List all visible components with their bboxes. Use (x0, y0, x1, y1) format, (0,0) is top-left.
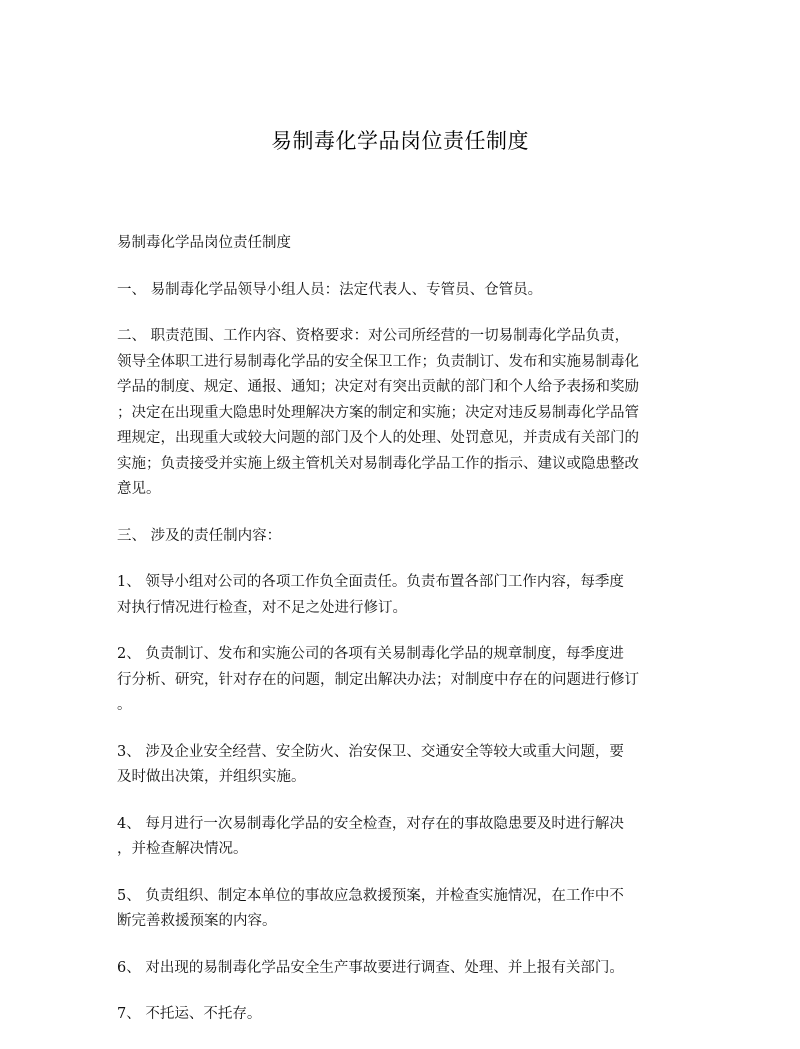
paragraph (117, 1002, 679, 1028)
paragraph (117, 324, 679, 503)
paragraph-line: 。 (117, 697, 132, 713)
paragraph-line: 1、 领导小组对公司的各项工作负全面责任。负责布置各部门工作内容，每季度 (117, 574, 624, 590)
paragraph-line: ，并检查解决情况。 (117, 841, 248, 857)
paragraph-line: 5、 负责组织、制定本单位的事故应急救援预案，并检查实施情况，在工作中不 (117, 887, 624, 904)
paragraph (117, 956, 679, 982)
paragraph-line: 实施；负责接受并实施上级主管机关对易制毒化学品工作的指示、建议或隐患整改 (117, 455, 639, 472)
paragraph-line: 一、 易制毒化学品领导小组人员：法定代表人、专管员、仓管员。 (117, 281, 543, 298)
paragraph-line: 及时做出决策，并组织实施。 (117, 769, 306, 785)
paragraph (117, 740, 679, 791)
paragraph (117, 570, 679, 621)
paragraph (117, 812, 679, 863)
paragraph-line: 三、 涉及的责任制内容： (117, 527, 282, 544)
paragraph-line: 易制毒化学品岗位责任制度 (117, 235, 291, 251)
paragraph-line: 3、 涉及企业安全经营、安全防火、治安保卫、交通安全等较大或重大问题，要 (117, 743, 624, 760)
paragraph (117, 884, 679, 935)
document-body (117, 231, 679, 1049)
paragraph-line: 学品的制度、规定、通报、通知；决定对有突出贡献的部门和个人给予表扬和奖励 (117, 379, 639, 395)
paragraph-line: 理规定，出现重大或较大问题的部门及个人的处理、处罚意见，并责成有关部门的 (117, 430, 639, 446)
paragraph-line: 领导全体职工进行易制毒化学品的安全保卫工作；负责制订、发布和实施易制毒化 (117, 353, 639, 370)
paragraph-line: 7、 不托运、不托存。 (117, 1006, 262, 1022)
paragraph-line: 意见。 (117, 481, 161, 497)
paragraph-line: 断完善救援预案的内容。 (117, 913, 277, 929)
paragraph (117, 524, 679, 550)
paragraph-line: 6、 对出现的易制毒化学品安全生产事故要进行调查、处理、并上报有关部门。 (117, 959, 624, 976)
paragraph-line: ；决定在出现重大隐患时处理解决方案的制定和实施；决定对违反易制毒化学品管 (117, 404, 639, 421)
paragraph-line: 二、 职责范围、工作内容、资格要求：对公司所经营的一切易制毒化学品负责， (117, 328, 630, 344)
paragraph (117, 278, 679, 304)
paragraph (117, 642, 679, 719)
paragraph (117, 231, 679, 257)
paragraph-line: 2、 负责制订、发布和实施公司的各项有关易制毒化学品的规章制度，每季度进 (117, 646, 624, 662)
paragraph-line: 对执行情况进行检查，对不足之处进行修订。 (117, 599, 407, 616)
paragraph-line: 行分析、研究，针对存在的问题，制定出解决办法；对制度中存在的问题进行修订 (117, 671, 639, 688)
paragraph-line: 4、 每月进行一次易制毒化学品的安全检查，对存在的事故隐患要及时进行解决 (117, 815, 624, 832)
document-title: 易制毒化学品岗位责任制度 (271, 129, 529, 153)
